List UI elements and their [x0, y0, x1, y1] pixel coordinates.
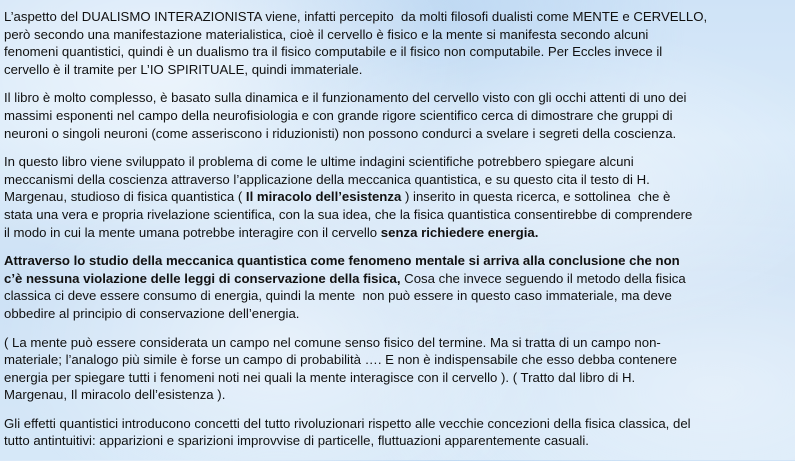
- text-run: L’aspetto del DUALISMO INTERAZIONISTA viene, infatti percepito da molti filosofi dualisti come MENTE e CERVELLO,: [4, 9, 708, 24]
- text-line: [4, 432, 795, 450]
- text-run: Il libro è molto complesso, è basato sulla dinamica e il funzionamento del cervello visto con gli occhi attenti di uno dei: [4, 90, 687, 106]
- text-line: [4, 61, 795, 79]
- text-line: [4, 305, 795, 323]
- text-run: cervello è il tramite per L’IO SPIRITUALE, quindi immateriale.: [4, 61, 363, 77]
- text-run: tutto antintuitivi: apparizioni e sparizioni improvvise di particelle, fluttuazioni apparentemente casuali.: [4, 433, 589, 449]
- text-line: [4, 206, 795, 224]
- text-run: materiale; l’analogo più simile è forse un campo di probabilità …. E non è indispensabile che esso debba contenere: [4, 352, 677, 368]
- text-run: obbedire al principio di conservazione dell’energia.: [4, 305, 300, 321]
- text-line: [4, 369, 795, 387]
- text-run: classica ci deve essere consumo di energia, quindi la mente non può essere in questo caso immateriale, ma deve: [4, 288, 672, 304]
- text-line: [4, 107, 795, 125]
- text-line: [4, 270, 795, 288]
- text-line: [4, 188, 795, 206]
- text-run: Gli effetti quantistici introducono concetti del tutto rivoluzionari rispetto alle vecchie concezioni della fisica classica, del: [4, 415, 691, 431]
- text-line: [4, 89, 795, 107]
- document-body: [4, 8, 795, 461]
- text-line: [4, 26, 795, 44]
- text-line: [4, 125, 795, 143]
- text-line: [4, 43, 795, 61]
- text-line: [4, 153, 795, 171]
- text-run: ( La mente può essere considerata un campo nel comune senso fisico del termine. Ma si tratta di un campo non-: [4, 334, 661, 350]
- paragraph-meccanica-quantistica: [4, 153, 795, 241]
- text-run: ) inserito in questa ricerca, e sottolinea che è: [401, 189, 671, 205]
- text-run: neuroni o singoli neuroni (come asseriscono i riduzionisti) non possono condurci a svelare i segreti della coscienza.: [4, 125, 677, 141]
- bold-text-run: Attraverso lo studio della meccanica quantistica come fenomeno mentale si arriva alla conclusione che non: [4, 253, 680, 269]
- text-line: [4, 252, 795, 270]
- text-run: fenomeni quantistici, quindi è un dualismo tra il fisico computabile e il fisico non computabile. Per Eccles invece il: [4, 44, 663, 60]
- text-run: energia per spiegare tutti i fenomeni noti nei quali la mente interagisce con il cervello ). ( Tratto dal libro di H.: [4, 369, 636, 385]
- text-run: Margenau, Il miracolo dell’esistenza ).: [4, 387, 226, 403]
- paragraph-effetti-quantistici: [4, 415, 795, 450]
- text-line: [4, 171, 795, 189]
- paragraph-libro-complesso: [4, 89, 795, 142]
- text-run: massimi esponenti nel campo della neurofisiologia e con grande rigore scientifico cerca di dimostrare che gruppi di: [4, 107, 673, 123]
- text-run: stata una vera e propria rivelazione scientifica, con la sua idea, che la fisica quantistica consentirebbe di comprendere: [4, 206, 693, 222]
- text-run: però secondo una manifestazione materialistica, cioè il cervello è fisico e la mente si manifesta secondo alcuni: [4, 26, 649, 42]
- text-line: [4, 351, 795, 369]
- text-line: [4, 287, 795, 305]
- bold-text-run: senza richiedere energia.: [380, 224, 539, 240]
- text-run: In questo libro viene sviluppato il problema di come le ultime indagini scientifiche potrebbero spiegare alcuni: [4, 154, 634, 170]
- text-run: Cosa che invece seguendo il metodo della fisica: [400, 270, 686, 286]
- text-run: Margenau, studioso di fisica quantistica (: [4, 189, 246, 205]
- paragraph-conclusione: [4, 252, 795, 322]
- text-line: [4, 224, 795, 242]
- text-run: meccanismi della coscienza attraverso l’applicazione della meccanica quantistica, e su questo cita il testo di H.: [4, 171, 650, 187]
- text-line: [4, 415, 795, 433]
- bold-text-run: Il miracolo dell’esistenza: [245, 189, 402, 205]
- bold-text-run: c’è nessuna violazione delle leggi di conservazione della fisica,: [4, 270, 401, 286]
- text-run: il modo in cui la mente umana potrebbe interagire con il cervello: [4, 224, 381, 240]
- paragraph-citazione-margenau: [4, 334, 795, 404]
- text-line: [4, 334, 795, 352]
- text-line: [4, 386, 795, 404]
- paragraph-dualismo: [4, 8, 795, 78]
- text-line: [4, 8, 795, 26]
